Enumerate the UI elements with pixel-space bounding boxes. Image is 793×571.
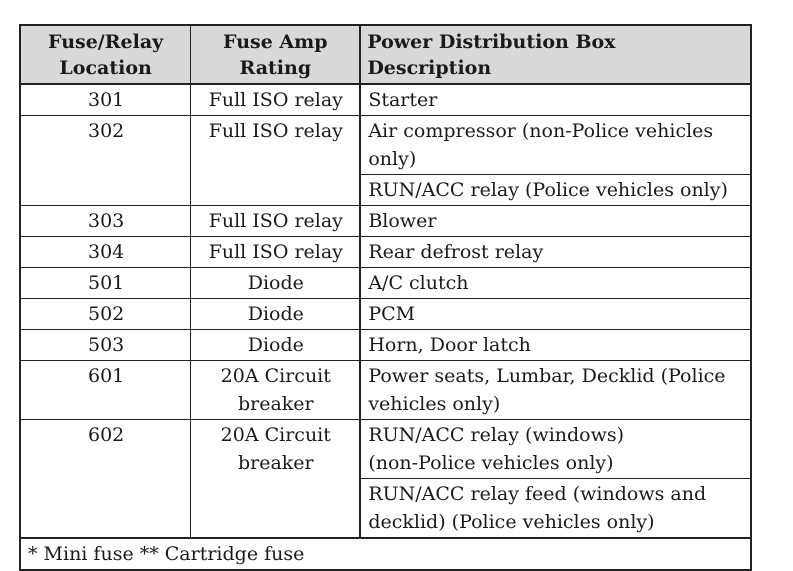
cell-description bbox=[360, 116, 751, 175]
cell-location: 303 bbox=[20, 206, 191, 237]
cell-description: Blower bbox=[360, 206, 751, 237]
cell-description: A/C clutch bbox=[360, 268, 751, 299]
cell-rating bbox=[191, 420, 361, 539]
table-row bbox=[20, 84, 751, 116]
table-row bbox=[20, 299, 751, 330]
cell-description: PCM bbox=[360, 299, 751, 330]
table-header-row bbox=[20, 25, 751, 84]
cell-description: Rear defrost relay bbox=[360, 237, 751, 268]
cell-description-line: RUN/ACC relay (windows) bbox=[368, 424, 625, 446]
cell-rating: Full ISO relay bbox=[191, 237, 361, 268]
cell-description-line: RUN/ACC relay feed (windows and bbox=[368, 483, 707, 505]
table-row bbox=[20, 116, 751, 175]
footnote: * Mini fuse ** Cartridge fuse bbox=[20, 538, 751, 570]
cell-description-line: vehicles only) bbox=[368, 393, 501, 415]
fuse-relay-table bbox=[19, 24, 752, 571]
cell-location: 602 bbox=[20, 420, 191, 539]
cell-rating: Diode bbox=[191, 299, 361, 330]
header-rating-line1: Fuse Amp bbox=[223, 31, 328, 53]
cell-description bbox=[360, 479, 751, 539]
fuse-table-container bbox=[19, 24, 752, 571]
cell-description: RUN/ACC relay (Police vehicles only) bbox=[360, 175, 751, 206]
cell-location: 503 bbox=[20, 330, 191, 361]
cell-description-line: (non-Police vehicles only) bbox=[368, 452, 614, 474]
cell-description bbox=[360, 361, 751, 420]
cell-location: 601 bbox=[20, 361, 191, 420]
cell-description bbox=[360, 420, 751, 479]
table-row bbox=[20, 420, 751, 479]
cell-rating: Full ISO relay bbox=[191, 116, 361, 206]
cell-rating bbox=[191, 361, 361, 420]
cell-rating-line: breaker bbox=[237, 452, 314, 474]
header-location bbox=[20, 25, 191, 84]
cell-location: 302 bbox=[20, 116, 191, 206]
cell-description-line: Air compressor (non-Police vehicles bbox=[368, 120, 714, 142]
cell-description-line: decklid) (Police vehicles only) bbox=[368, 511, 655, 533]
header-description-line1: Power Distribution Box bbox=[367, 31, 616, 53]
cell-description: Starter bbox=[360, 84, 751, 116]
cell-rating-line: breaker bbox=[237, 393, 314, 415]
cell-rating: Diode bbox=[191, 268, 361, 299]
table-row bbox=[20, 237, 751, 268]
cell-location: 301 bbox=[20, 84, 191, 116]
cell-rating: Full ISO relay bbox=[191, 84, 361, 116]
table-row bbox=[20, 330, 751, 361]
cell-location: 501 bbox=[20, 268, 191, 299]
cell-rating-line: 20A Circuit bbox=[220, 424, 331, 446]
header-location-line2: Location bbox=[59, 57, 152, 79]
table-row bbox=[20, 206, 751, 237]
header-location-line1: Fuse/Relay bbox=[48, 31, 164, 53]
cell-rating: Diode bbox=[191, 330, 361, 361]
cell-description-line: only) bbox=[368, 148, 417, 170]
header-description-line2: Description bbox=[367, 57, 492, 79]
table-row bbox=[20, 268, 751, 299]
table-row bbox=[20, 361, 751, 420]
table-body bbox=[20, 84, 751, 538]
cell-description-line: Power seats, Lumbar, Decklid (Police bbox=[368, 365, 726, 387]
header-rating bbox=[191, 25, 361, 84]
header-rating-line2: Rating bbox=[239, 57, 312, 79]
header-description bbox=[360, 25, 751, 84]
cell-rating: Full ISO relay bbox=[191, 206, 361, 237]
cell-location: 502 bbox=[20, 299, 191, 330]
cell-description: Horn, Door latch bbox=[360, 330, 751, 361]
cell-location: 304 bbox=[20, 237, 191, 268]
cell-rating-line: 20A Circuit bbox=[220, 365, 331, 387]
footnote-row bbox=[20, 538, 751, 570]
